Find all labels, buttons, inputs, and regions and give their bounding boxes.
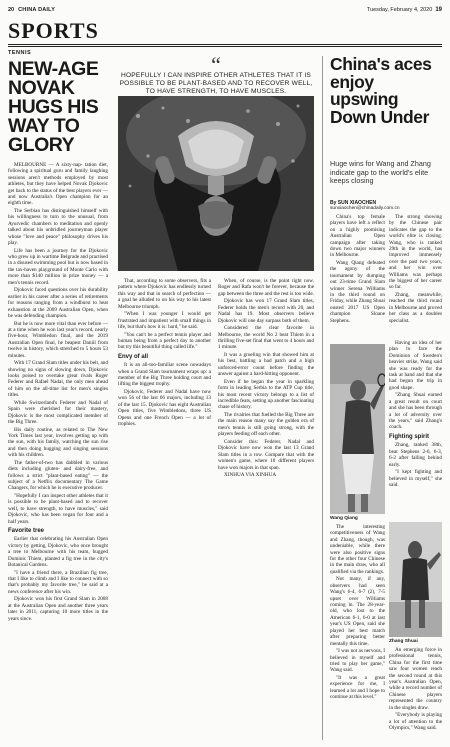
paragraph: "When I was younger I would get frustrated and impatient with small things in life, but that's how it is: hard," he said. bbox=[118, 311, 211, 331]
subsection-label: TENNIS bbox=[8, 50, 32, 56]
china-story-column-1 bbox=[330, 214, 385, 339]
paragraph: Having an idea of her plan to face the Dominion of Sweden's heavier strike, Wang said she was ready for the task at hand and that she had begun the trip in good shape. bbox=[389, 340, 442, 391]
subhead-envy-of-all: Envy of all bbox=[118, 353, 149, 360]
china-story-column-2 bbox=[389, 214, 442, 339]
paragraph: XINHUA VIA XINHUA bbox=[224, 472, 277, 479]
story-deck: Huge wins for Wang and Zhang indicate gap to the world's elite keeps closing bbox=[330, 159, 431, 186]
paragraph: "Everybody is playing a lot of attention to the Olympics," Wang said. bbox=[389, 712, 442, 732]
paragraph: Earlier that celebrating his Australian Open victory by getting, Djokovic, who once brought a tree to Melbourne with his team, hugged Dominic Thiem, planted a fig tree in the city's Botanical Gardens. bbox=[8, 536, 108, 569]
paragraph: While Switzerland's Federer and Nadal of Spain were cherished for their mastery, Djokovic is the most complicated member of the Big Three. bbox=[8, 399, 108, 425]
paragraph: Consider this: Federer, Nadal and Djokovic have now won the last 13 Grand Slam titles in a row. Compare that with the women's game, where 10 different players have won majors in that span. bbox=[218, 438, 314, 471]
paragraph: The interesting competitiveness of Wang and Zhang, though, was undeniable, while there were also positive signs for the other four Chinese in the main draw, who all qualified via the rankings. bbox=[330, 524, 385, 575]
subhead-fighting-spirit: Fighting spirit bbox=[389, 433, 429, 440]
paragraph: The father-of-two has dabbled in various diets including gluten- and dairy-free, and follows a strict "plant-based eating" — the subject of a Netflix documentary The Game Changers, for which he is executive producer. bbox=[8, 459, 108, 492]
byline-email: sunxiaochen@chinadaily.com.cn bbox=[330, 206, 400, 211]
paragraph: Djokovic has won 17 Grand Slam titles, Federer holds the men's record with 20, and Nadal has 19. Most observers believe Djokovic will one day surpass both of them. bbox=[218, 298, 314, 324]
section-title: SPORTS bbox=[8, 18, 99, 43]
masthead bbox=[8, 4, 442, 16]
paragraph: But he is now more vital than ever before — at a time when he won last year's record, nearly five-hour, Wimbledon final, and the 2019 Australian Open final, he beapest Daniil from twelve in history, which stretched to 5 hours 53 minutes. bbox=[8, 320, 108, 359]
paragraph: The strong showing by the Chinese pair indicates the gap to the world's elite is closing. Wang, who is ranked 29th in the world, has improved immensely over the past two years, and her win over Williams was perhaps the biggest of her career so far. bbox=[389, 214, 442, 291]
paragraph: Zhang, meanwhile, reached the third round in Melbourne and proved her class as a doubles specialist. bbox=[389, 292, 442, 324]
paragraph: "I have a friend there, a Brazilian fig tree, that I like to climb and I like to connect with so that's probably my favorite tree," he said at a news conference after his win. bbox=[8, 569, 108, 595]
china-story-column-5 bbox=[389, 647, 442, 740]
paragraph: Zhang, ranked 38th, beat Stephens 2-6, 6-3, 6-2 after falling behind early. bbox=[389, 442, 442, 468]
page-number-right: 19 bbox=[435, 7, 442, 13]
paragraph: The Serbian has distinguished himself with his willingness to turn to the unusual, from Ayurvedic chambers to meditation and openly talked about his unbridled journeyman player whose "love and peace" philosophy drives his play. bbox=[8, 208, 108, 247]
paragraph: It is an all-too-familiar scene nowadays when a Grand Slam tournament wraps up: a member of the Big Three holding court and lifting the biggest trophy. bbox=[118, 362, 211, 388]
headline-china-aces: China's aces enjoy upswing Down Under bbox=[330, 54, 432, 127]
paragraph: Djokovic faced questions over his durability earlier in his career after a series of retirements for reasons ranging from a windburst to heat exhaustion at the 2009 Australian Open, when he was defending champion. bbox=[8, 287, 108, 319]
djokovic-story-column-2 bbox=[118, 278, 211, 740]
paragraph: Not many, if any, observers had seen Wang's 6-4, 6-7 (2), 7-5 upset over Williams coming in. The 28-year-old, who lost to the American 6-1, 6-0 at last year's US Open, said she played her best match after preparing better mentally this time. bbox=[330, 576, 385, 647]
issue-date: Tuesday, February 4, 2020 bbox=[366, 7, 433, 13]
quote-mark-icon: “ bbox=[211, 52, 221, 77]
paragraph: When, of course, is the point right now. Roger and Rafa won't be forever, because the gap between the three and the rest is too wide. bbox=[218, 278, 314, 297]
caption-zhang-shuai: Zhang Shuai bbox=[389, 639, 418, 644]
china-story-column-4 bbox=[389, 340, 442, 518]
paragraph: "You can't be a perfect tennis player and human being from a perfect day to another but try this beautiful thing called life." bbox=[118, 331, 211, 351]
djokovic-story-column-1 bbox=[8, 162, 108, 739]
paragraph: "Zhang Shuai earned a great result on court and she has been through a lot of adversity over the years," said Zhang's coach. bbox=[389, 392, 442, 431]
paragraph: With 17 Grand Slam titles under his belt, and showing no signs of slowing down, Djokovic looks poised to overtake great rivals Roger Federer and Rafael Nadal, the only men ahead of him on the all-time list for men's singles titles. bbox=[8, 360, 108, 399]
photo-djokovic-trophy bbox=[118, 96, 314, 271]
paragraph: An emerging force in professional tennis, China for the first time saw four women reach the second round at this year's Australian Open, while a record number of Chinese players represented the country in the singles draw. bbox=[389, 647, 442, 711]
paragraph: "I was not as nervous, I believed in myself and tried to play her game," Wang said. bbox=[330, 648, 385, 674]
page-number-left: 20 bbox=[8, 7, 15, 13]
byline-name: By SUN XIAOCHEN bbox=[330, 200, 377, 206]
paragraph: That, according to some observers, fits a pattern where Djokovic has endlessly turned this way and that in search of perfection — a goal he alluded to on his way to his latest Melbourne triumph. bbox=[118, 278, 211, 310]
subhead-favorite-tree: Favorite tree bbox=[8, 528, 45, 535]
djokovic-story-column-3 bbox=[218, 278, 314, 740]
paragraph: It was a grueling win that showed him at his best, battling a bad patch and a high unforced-error count before finding the answer against a hard-hitting opponent. bbox=[218, 352, 314, 378]
paragraph: China's top female players have left a reflect on a highly promising Australian Open campaign after taking down two major winners in Melbourne. bbox=[330, 214, 385, 259]
section-rule-thin bbox=[8, 46, 442, 47]
paragraph: The rivalries that fuelled the Big Three are the main reason many say the golden era of men's tennis is still going strong, with the players feeding off each other. bbox=[218, 412, 314, 438]
photo-zhang-shuai bbox=[389, 522, 442, 637]
paragraph: Life has been a journey for the Djokovic who grew up in wartime Belgrade and practised in a disused swimming pool but is now based in the tax-haven playground of Monte Carlo with more than $140 million in prize money — a men's tennis record. bbox=[8, 247, 108, 286]
column-divider bbox=[322, 56, 323, 740]
newspaper-logo: CHINA DAILY bbox=[18, 7, 56, 13]
quote-text: HOPEFULLY I CAN INSPIRE OTHER ATHLETES THAT IT IS POSSIBLE TO BE PLANT-BASED AND TO RECOVER WELL, TO HAVE STRENGTH, TO HAVE MUSCLES. bbox=[119, 72, 313, 95]
paragraph: "I kept fighting and believed in myself," she said. bbox=[389, 469, 442, 488]
paragraph: Considered the clear favorite in Melbourne, the world No 2 beat Thiem in a thrilling five-set final that went to 4 hours and 1 minute. bbox=[218, 325, 314, 351]
byline bbox=[330, 200, 442, 212]
photo-wang-qiang bbox=[330, 344, 385, 514]
paragraph: "Hopefully I can inspect other athletes that it is possible to be plant-based and to recover well, to have strength, to have muscles," said Djokovic, who has been vegan for four and a half years. bbox=[8, 493, 108, 525]
section-rule bbox=[8, 44, 442, 45]
caption-wang-qiang: Wang Qiang bbox=[330, 516, 358, 521]
paragraph: Djokovic won his first Grand Slam in 2008 at the Australian Open and another three years later in 2011, capturing 10 more titles in the years since. bbox=[8, 596, 108, 622]
china-story-column-3 bbox=[330, 524, 385, 740]
paragraph: Even if he began the year in sparkling form in leading Serbia to the ATP Cup title, his most recent victory belongs to a list of incredible feats, setting up another fascinating chase of history. bbox=[218, 378, 314, 411]
paragraph: "It was a great experience for me, I learned a lot and I hope to continue at this level." bbox=[330, 674, 385, 701]
paragraph: Djokovic, Federer and Nadal have now won 56 of the last 66 majors, including 13 of the last 15. Djokovic has eight Australian Open titles, five Wimbledons, three US Opens and one French Open — a lot of trophies. bbox=[118, 389, 211, 428]
paragraph: His daily routine, as related to The New York Times last year, involves getting up with the sun, with his family, watching the sun rise and then doing hugging and singing sessions with his children. bbox=[8, 426, 108, 459]
paragraph: MELBOURNE — A sixty-nap- tation diet, following a spiritual guru and family laughing sessions aren't methods employed by most athletes, but they have helped Novak Djokovic get back to the status of the best players ever — and now Australia's Open champion for an eighth time. bbox=[8, 162, 108, 207]
paragraph: Wang Qiang defeated the agony of the tournament by dumping out 23-time Grand Slam winner Serena Williams in the third round on Friday, while Zhang Shuai ousted 2017 US Open champion Sloane Stephens. bbox=[330, 260, 385, 324]
headline-djokovic: NEW-AGE NOVAK HUGS HIS WAY TO GLORY bbox=[8, 58, 99, 156]
